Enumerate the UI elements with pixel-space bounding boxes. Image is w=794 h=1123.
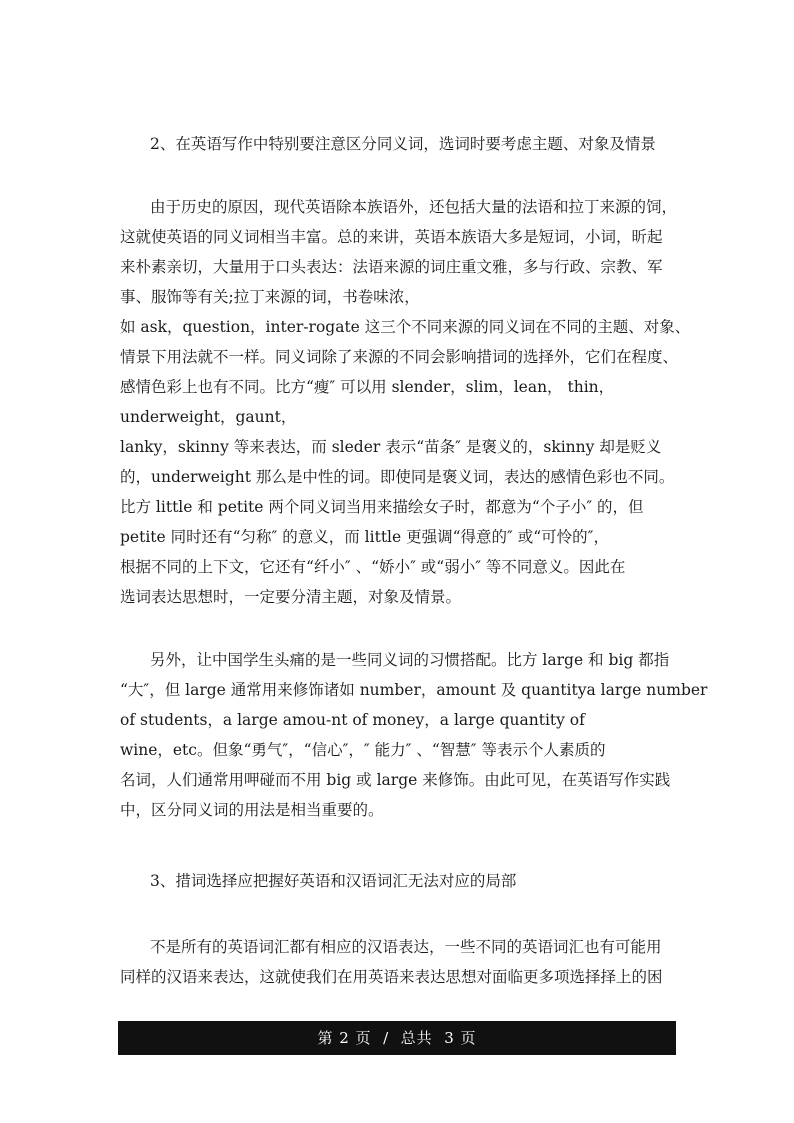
text-line: “大″，但 large 通常用来修饰诸如 number，amount 及 quantitya large number	[120, 681, 708, 699]
text-line: 情景下用法就不一样。同义词除了来源的不同会影响措词的选择外，它们在程度、	[120, 348, 679, 366]
text-line: 同样的汉语来表达，这就使我们在用英语来表达思想对面临更多项选择择上的困	[120, 968, 663, 986]
text-line: lanky，skinny 等来表达，而 sleder 表示“苗条″ 是褒义的，skinny 却是贬义	[120, 438, 662, 456]
text-line: 这就使英语的同义词相当丰富。总的来讲，英语本族语大多是短词，小词，昕起	[120, 228, 663, 246]
text-line: 比方 little 和 petite 两个同义词当用来描绘女子时，都意为“个子小″ 的，但	[120, 498, 644, 516]
text-line: 中，区分同义词的用法是相当重要的。	[120, 801, 384, 819]
text-line: petite 同时还有“匀称″ 的意义，而 little 更强调“得意的″ 或“可怜的″，	[120, 528, 609, 546]
text-line: 名词，人们通常用呷碰而不用 big 或 large 来修饰。由此可见，在英语写作实践	[120, 771, 671, 789]
page-footer	[118, 1021, 676, 1055]
text-line: 由于历史的原因，现代英语除本族语外，还包括大量的法语和拉丁来源的饲，	[150, 198, 678, 216]
text-line: 根据不同的上下文，它还有“纤小″ 、“娇小″ 或“弱小″ 等不同意义。因此在	[120, 558, 626, 576]
text-line: wine，etc。但象“勇气″，“信心″，″ 能力″ 、“智慧″ 等表示个人素质的	[120, 741, 606, 759]
text-line: of students，a large amou-nt of money，a large quantity of	[120, 711, 585, 729]
text-line: underweight，gaunt，	[120, 408, 297, 426]
text-line: 选词表达思想时，一定要分清主题，对象及情景。	[120, 588, 462, 606]
text-line: 另外，让中国学生头痛的是一些同义词的习惯搭配。比方 large 和 big 都指	[150, 651, 670, 669]
text-line: 不是所有的英语词汇都有相应的汉语表达，一些不同的英语词汇也有可能用	[150, 938, 662, 956]
text-line: 感情色彩上也有不同。比方“瘦″ 可以用 slender，slim，lean， thin，	[120, 378, 615, 396]
text-line: 如 ask，question，inter-rogate 这三个不同来源的同义词在不同的主题、对象、	[120, 318, 691, 336]
section-3-heading: 3、措词选择应把握好英语和汉语词汇无法对应的局部	[150, 872, 517, 890]
section-2-heading: 2、在英语写作中特别要注意区分同义词，选词时要考虑主题、对象及情景	[150, 135, 656, 153]
text-line: 的，underweight 那么是中性的词。即使同是褒义词，表达的感情色彩也不同。	[120, 468, 675, 486]
text-line: 来朴素亲切，大量用于口头表达：法语来源的词庄重文雅，多与行政、宗教、军	[120, 258, 663, 276]
text-line: 事、服饰等有关;拉丁来源的词，书卷味浓，	[120, 288, 420, 306]
page-number-label: 第 2 页 / 总共 3 页	[317, 1029, 477, 1047]
